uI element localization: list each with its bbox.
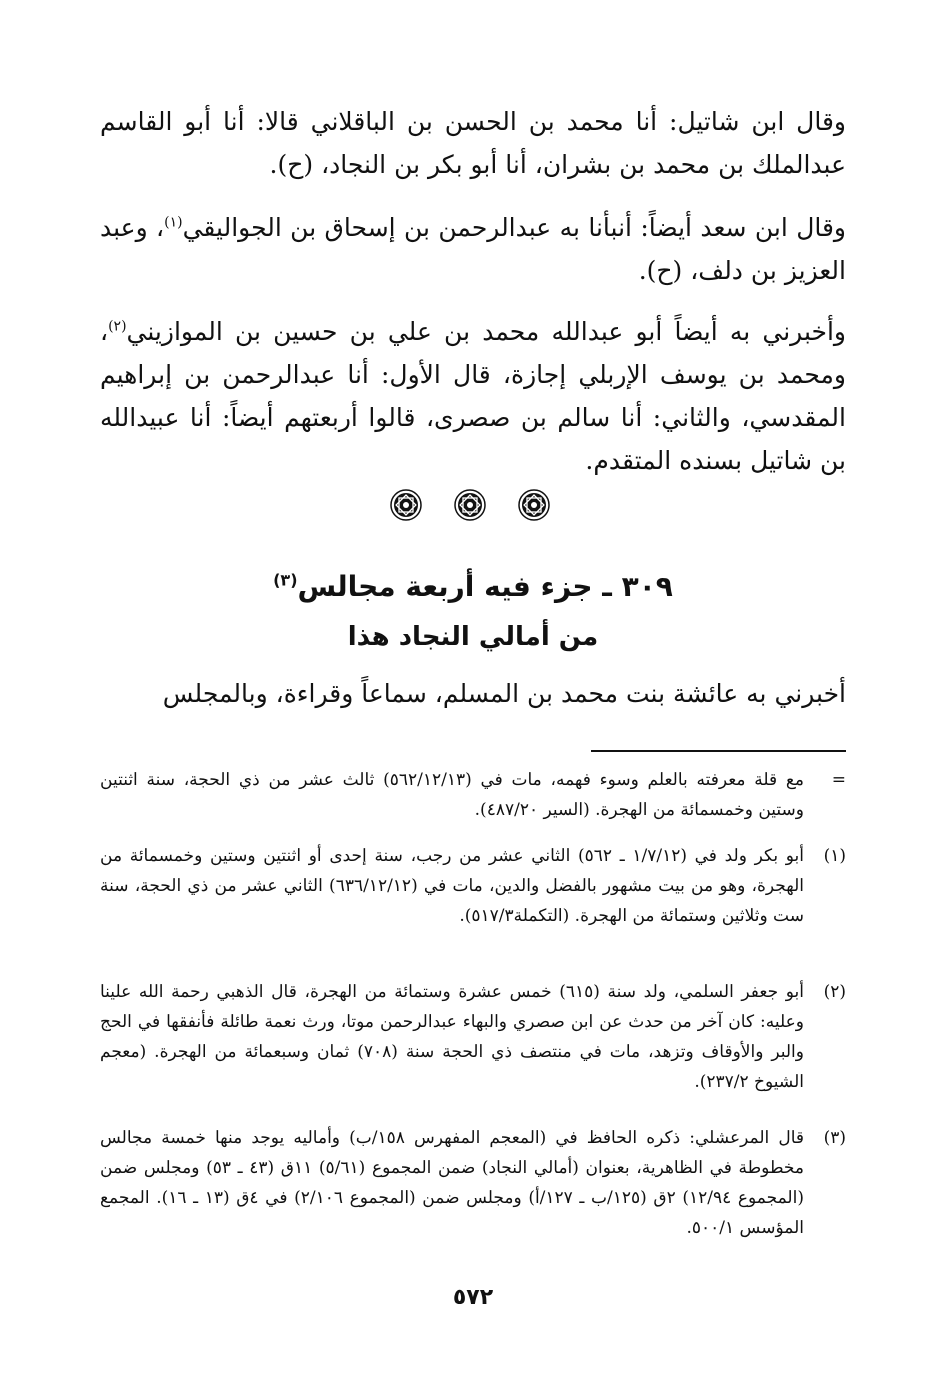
paragraph-1: [100, 100, 846, 186]
footnote-text: أبو بكر ولد في (١/٧/١٢ ـ ٥٦٢) الثاني عشر من رجب، سنة إحدى أو اثنتين وستين وخمسمائة من الهجرة، وهو من بيت مشهور بالفضل والدين، مات في (٦٣٦/١٢/١٢) الثاني عشر من ذي الحجة، سنة ست وثلاثين وستمائة من الهجرة. (التكملة٥١٧/٣).: [100, 846, 804, 926]
paragraph-1-text: وقال ابن شاتيل: أنا محمد بن الحسن بن الباقلاني قالا: أنا أبو القاسم عبدالملك بن محمد بن بشران، أنا أبو بكر بن النجاد، (ح).: [100, 107, 846, 179]
floral-ornament-icon: [454, 489, 486, 521]
footnote-text: أبو جعفر السلمي، ولد سنة (٦١٥) خمس عشرة وستمائة من الهجرة، قال الذهبي رحمة الله علينا وعليه: كان آخر من حدث عن ابن صصري والبهاء عبدالرحمن موتا، ورث نعمة طائلة فأنفقها في الحج والبر والأوقاف وتزهد، مات في منتصف ذي الحجة سنة (٧٠٨) ثمان وسبعمائة من الهجرة. (معجم الشيوخ ٢٣٧/٢).: [100, 982, 804, 1092]
footnote-ref-2[interactable]: (٢): [108, 318, 127, 335]
paragraph-3-text: وأخبرني به أيضاً أبو عبدالله محمد بن علي بن حسين بن الموازيني: [126, 317, 846, 346]
footnote-marker: (٢): [823, 982, 846, 1002]
footnote-marker: (٣): [823, 1128, 846, 1148]
footnote-text: قال المرعشلي: ذكره الحافظ في (المعجم المفهرس ١٥٨/ب) وأماليه يوجد منها خمسة مجالس مخطوطة في الظاهرية، بعنوان (أمالي النجاد) ضمن المجموع (٥/٦١) ١١ق (٤٣ ـ ٥٣) ومجلس ضمن (المجموع ١٢/٩٤) ٢ق (١٢٥/ب ـ ١٢٧/أ) ومجلس ضمن (المجموع ٢/١٠٦) في ٤ق (١٣ ـ ١٦). المجمع المؤسس ٥٠٠/١.: [100, 1128, 805, 1238]
paragraph-2-text: وقال ابن سعد أيضاً: أنبأنا به عبدالرحمن بن إسحاق بن الجواليقي: [182, 213, 846, 242]
section-subheading-text: من أمالي النجاد هذا: [347, 622, 599, 652]
section-divider-ornaments: [390, 487, 550, 523]
section-paragraph: [156, 672, 846, 715]
section-heading: [100, 570, 846, 603]
floral-ornament-icon: [518, 489, 550, 521]
section-subheading: [100, 622, 846, 652]
footnote-separator: [591, 750, 846, 752]
footnote-3: [100, 1123, 846, 1243]
footnote-ref-3[interactable]: (٣): [273, 570, 298, 590]
paragraph-2: [100, 206, 846, 292]
footnote-continuation: [100, 765, 846, 825]
paragraph-3: [100, 310, 846, 482]
footnote-2: [100, 977, 846, 1097]
section-heading-title: ٣٠٩ ـ جزء فيه أربعة مجالس: [297, 570, 673, 603]
footnote-text: مع قلة معرفته بالعلم وسوء فهمه، مات في (٥٦٢/١٢/١٣) ثالث عشر من ذي الحجة، سنة اثنتين وستين وخمسمائة من الهجرة. (السير ٤٨٧/٢٠).: [100, 770, 804, 820]
paragraph-2-text-cont: ، وعبد العزيز بن دلف، (ح).: [100, 213, 846, 285]
section-paragraph-text: أخبرني به عائشة بنت محمد بن المسلم، سماعاً وقراءة، وبالمجلس: [162, 679, 846, 708]
footnote-ref-1[interactable]: (١): [164, 214, 183, 231]
floral-ornament-icon: [390, 489, 422, 521]
footnote-marker: =: [831, 770, 846, 790]
footnote-marker: (١): [823, 846, 846, 866]
footnote-1: [100, 841, 846, 931]
page-number: ٥٧٢: [452, 1285, 494, 1310]
paragraph-3-text-cont: ، ومحمد بن يوسف الإربلي إجازة، قال الأول: أنا عبدالرحمن بن إبراهيم المقدسي، والثاني: أنا سالم بن صصرى، قالوا أربعتهم أيضاً: أنا عبيدالله بن شاتيل بسنده المتقدم.: [100, 317, 846, 475]
